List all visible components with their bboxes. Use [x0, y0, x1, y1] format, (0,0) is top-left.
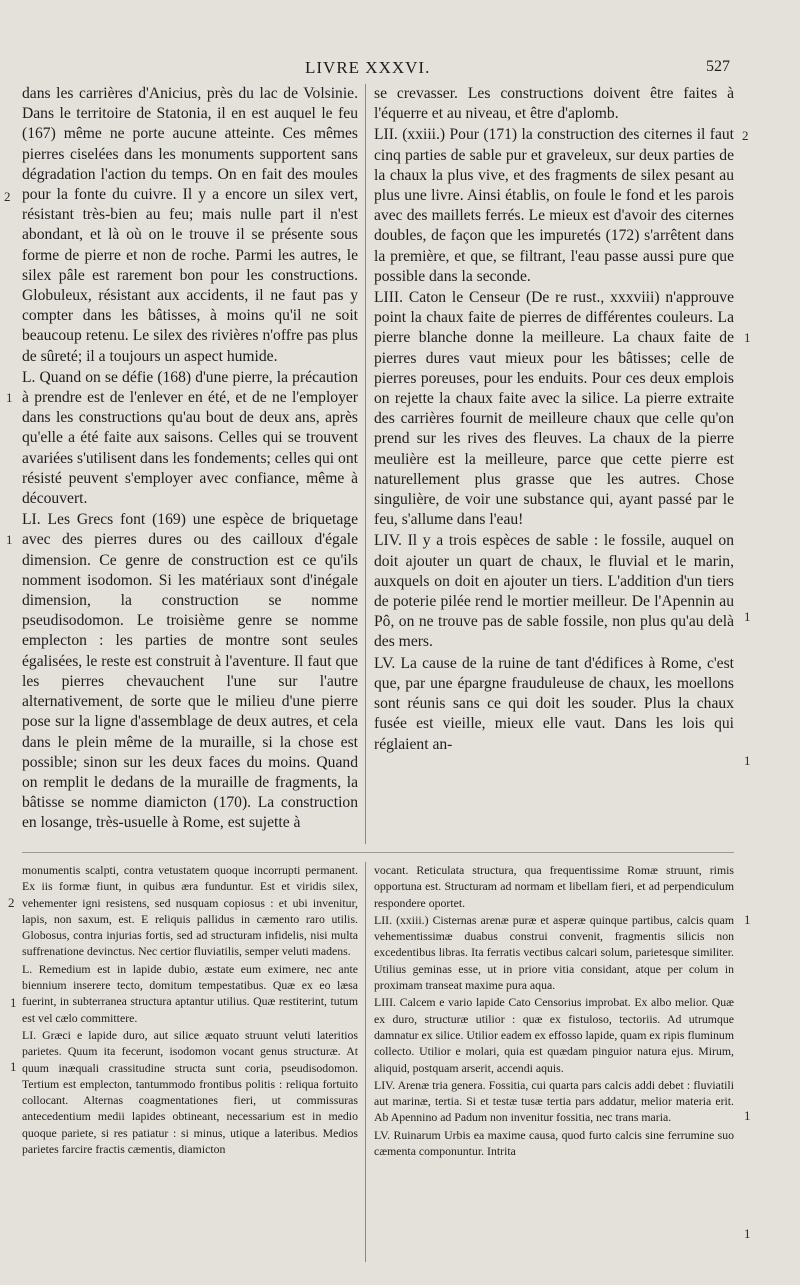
margin-number: 1: [744, 1226, 751, 1241]
paragraph-section-LII: LII. (xxiii.) Pour (171) la construction des citernes il faut cinq parties de sable pur et graveleux, sur deux parties de la chaux la plus vive, et des fragments de silex pesant au plus une livre. Ainsi établis, on foule le fond et les parois avec des maillets ferrés. Le mieux est d'avoir des citernes doubles, de façon que les impuretés (172) s'arrêtent dans la première, et que, se filtrant, l'eau passe aussi pure que possible dans la seconde.: [374, 126, 734, 285]
paragraph-section-LV: LV. La cause de la ruine de tant d'édifices à Rome, c'est que, par une épargne frauduleuse de chaux, les moellons sont réunis sans ce qui doit les souder. Plus la chaux fusée est vieille, mieux elle vaut. Dans les lois qui réglaient an-: [374, 654, 734, 753]
column-divider: [365, 84, 366, 844]
margin-number: 1: [10, 1059, 17, 1074]
french-text-right-column: [374, 84, 734, 846]
column-divider: [365, 862, 366, 1262]
margin-number: 2: [4, 189, 11, 204]
running-title: LIVRE XXXVI.: [305, 58, 431, 77]
latin-paragraph: monumentis scalpti, contra vetustatem quoque incorrupti permanent. Ex iis formæ fiunt, in quibus æra funduntur. Est et viridis silex, vehementer igni resistens, sed nusquam copiosus : et ubi invenitur, lapis, non saxum, est. E reliquis pallidus in cæmento raro utilis. Globosus, contra injurias fortis, sed ad structuram infidelis, nisi multa suffrenatione devinctus. Nec certior fluviatilis, semper veluti madens.: [22, 863, 358, 959]
french-text-left-column: [22, 84, 358, 846]
latin-paragraph-LII: LII. (xxiii.) Cisternas arenæ puræ et asperæ quinque partibus, calcis quam vehementissimæ duabus construi convenit, fragmentis silicis non excedentibus libras. Ita ferratis vectibus calcari solum, parietesque similiter. Utilius geminas esse, ut in priore vitia considant, atque per colum in proximam transeat maxime pura aqua.: [374, 912, 734, 993]
margin-number: 2: [742, 128, 749, 143]
latin-paragraph-LI: LI. Græci e lapide duro, aut silice æquato struunt veluti lateritios parietes. Quum ita fecerunt, isodomon vocant genus structuræ. At quum inæquali crassitudine structa sunt coria, pseudisodomon. Tertium est emplecton, tantummodo frontibus politis : reliqua fortuito collocant. Alternas coagmentationes fieri, ut commissuras antecedentium medii lapides obtineant, necessarium est in medio quoque pariete, si res patiatur : si minus, utique a lateribus. Medios parietes farcire fractis cæmentis, diamicton: [22, 1027, 358, 1157]
paragraph: dans les carrières d'Anicius, près du lac de Volsinie. Dans le territoire de Statonia, il en est auquel le feu (167) même ne porte aucune atteinte. Ces mêmes pierres ciselées dans les monuments supportent sans dégradation l'action du temps. On en fait des moules pour la fonte du cuivre. Il y a encore un silex vert, résistant très-bien au feu; mais nulle part il n'est abondant, et là où on le trouve il se présente sous forme de pierre et non de roche. Parmi les autres, le silex pâle est rarement bon pour les constructions. Globuleux, résistant aux accidents, il ne faut pas y compter dans les bâtisses, à moins qu'il ne soit beaucoup retenu. Le silex des rivières n'offre pas plus de sûreté; il a toujours un aspect humide.: [22, 85, 358, 365]
margin-number: 2: [8, 895, 15, 910]
latin-paragraph-LIII: LIII. Calcem e vario lapide Cato Censorius improbat. Ex albo melior. Quæ ex duro, structuræ utilior : quæ ex fistuloso, tectoriis. Ad utrumque damnatur ex silice. Utilior eadem ex effosso lapide, quam ex ripis fluminum collecto. Utilior e molari, quia est quædam pinguior natura ejus. Mirum, aliquid, postquam arserit, accendi aquis.: [374, 995, 734, 1075]
latin-paragraph-L: L. Remedium est in lapide dubio, æstate eum eximere, nec ante biennium inserere tecto, domitum tempestatibus. Quæ ex eo læsa fuerint, in subterranea structura aptantur utilius. Quæ restiterint, tutum est vel cælo committere.: [22, 961, 358, 1025]
latin-text-left-column: [22, 862, 358, 1262]
latin-paragraph: vocant. Reticulata structura, qua frequentissime Romæ struunt, rimis opportuna est. Structuram ad normam et libellam fieri, et ad perpendiculum respondere oportet.: [374, 863, 734, 910]
page-header: [0, 58, 800, 82]
margin-number: 1: [10, 995, 17, 1010]
latin-paragraph-LV: LV. Ruinarum Urbis ea maxime causa, quod furto calcis sine ferrumine suo cæmenta componuntur. Intrita: [374, 1127, 734, 1159]
margin-number: 1: [6, 532, 13, 547]
page-number: 527: [706, 58, 730, 75]
latin-paragraph-LIV: LIV. Arenæ tria genera. Fossitia, cui quarta pars calcis addi debet : fluviatili aut marinæ, tertia. Si et testæ tusæ tertia pars addatur, melior materia erit. Ab Apennino ad Padum non invenitur fossitia, nec trans maria.: [374, 1077, 734, 1125]
margin-number: 1: [744, 330, 751, 345]
paragraph-section-L: L. Quand on se défie (168) d'une pierre, la précaution à prendre est de l'enlever en été, et de ne l'employer dans les constructions qu'au bout de deux ans, après qu'elle a été faite aux saisons. Celles qui se trouvent avariées s'utilisent dans les fondements; celles qui ont résisté peuvent s'employer avec confiance, même à découvert.: [22, 368, 358, 508]
footnote-separator: [22, 852, 734, 853]
margin-number: 1: [6, 390, 13, 405]
margin-number: 1: [744, 1108, 751, 1123]
margin-number: 1: [744, 609, 751, 624]
paragraph: se crevasser. Les constructions doivent être faites à l'équerre et au niveau, et être d'aplomb.: [374, 85, 734, 123]
margin-number: 1: [744, 753, 751, 768]
paragraph-section-LI: LI. Les Grecs font (169) une espèce de briquetage avec des pierres dures ou des cailloux d'égale dimension. Ce genre de construction est ce qu'ils nomment isodomon. Si les matériaux sont d'inégale dimension, la construction se nomme pseudisodomon. Le troisième genre se nomme emplecton : les parties de montre sont seules égalisées, le reste est construit à l'aventure. Il faut que les pierres chevauchent l'une sur l'autre alternativement, de sorte que le milieu d'une pierre pose sur la ligne d'assemblage de deux autres, et cela dans le plein même de la muraille, si la chose est possible; sinon sur les deux faces du moins. Quand on remplit le dedans de la muraille de fragments, la bâtisse se nomme diamicton (170). La construction en losange, très-usuelle à Rome, est sujette à: [22, 511, 358, 832]
paragraph-section-LIV: LIV. Il y a trois espèces de sable : le fossile, auquel on doit ajouter un quart de chaux, le fluvial et le marin, auxquels on doit en ajouter un tiers. L'addition d'un tiers de poterie pilée rend le mortier meilleur. De l'Apennin au Pô, on ne trouve pas de sable fossile, non plus qu'au delà des mers.: [374, 532, 734, 651]
paragraph-section-LIII: LIII. Caton le Censeur (De re rust., xxxviii) n'approuve point la chaux faite de pierres de différentes couleurs. La pierre blanche donne la meilleure. La chaux faite de pierres dures vaut mieux pour les bâtisses; celle de pierres poreuses, pour les enduits. Pour ces deux emplois on rejette la chaux faite avec la silice. La pierre extraite des carrières fournit de meilleure chaux que celle qu'on prend sur les rives des fleuves. La chaux de la pierre meulière est la meilleure, parce que cette pierre est naturellement plus grasse que les autres. Chose singulière, de voir une substance qui, ayant passé par le feu, s'allume dans l'eau!: [374, 289, 734, 529]
margin-number: 1: [744, 912, 751, 927]
latin-text-right-column: [374, 862, 734, 1262]
